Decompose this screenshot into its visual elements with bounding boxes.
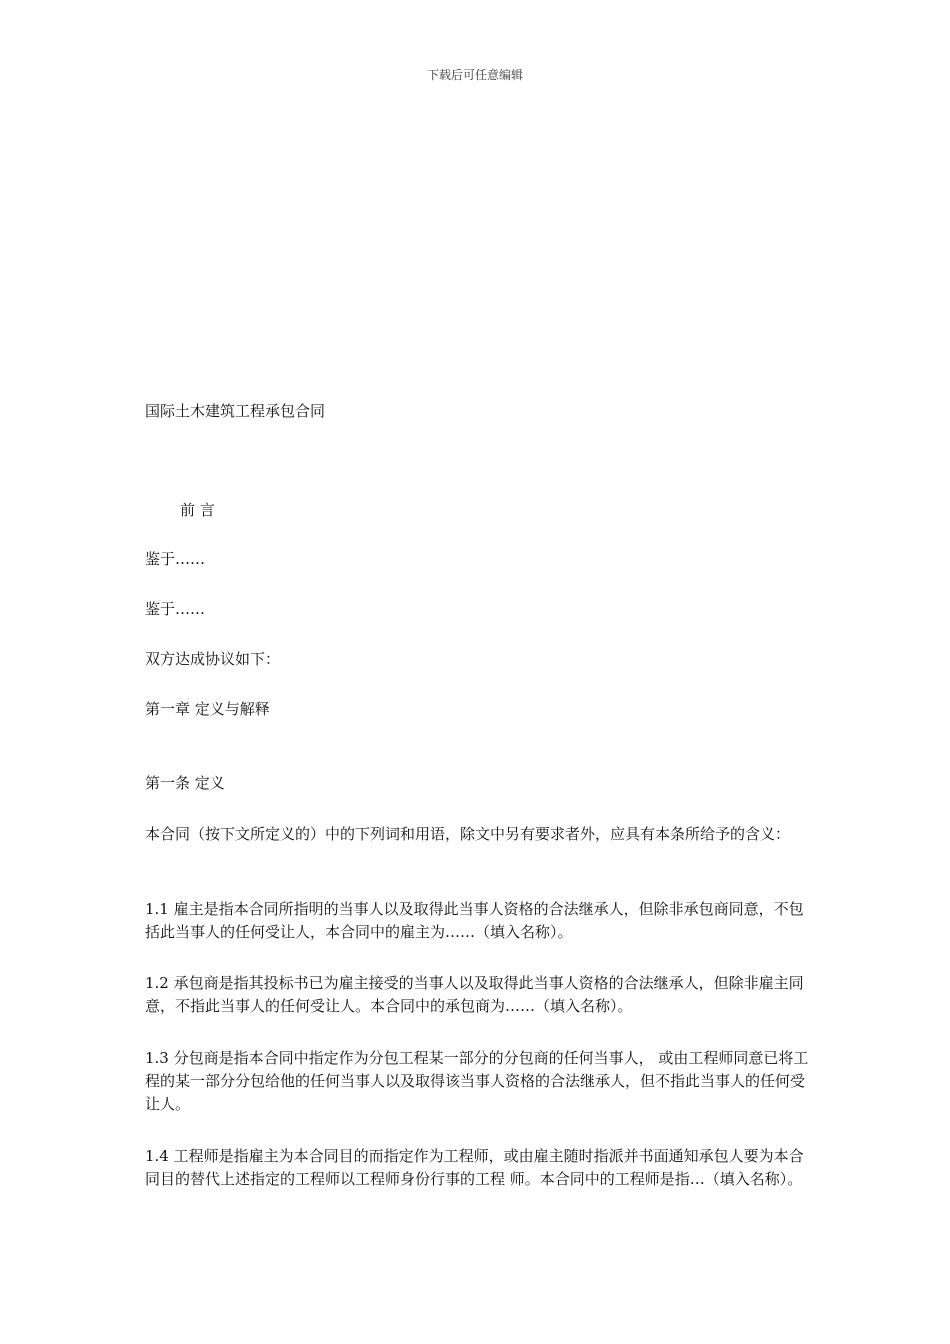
chapter-heading: 第一章 定义与解释 xyxy=(145,700,270,718)
header-note: 下载后可任意编辑 xyxy=(426,68,523,82)
definition-1-3: 1.3 分包商是指本合同中指定作为分包工程某一部分的分包商的任何当事人， 或由工程师同意已将工程的某一部分分包给他的任何当事人以及取得该当事人资格的合法继承人，但不指此当事人的任何受让人。 xyxy=(145,1049,809,1113)
document-title: 国际土木建筑工程承包合同 xyxy=(145,402,326,420)
whereas-clause-1: 鉴于…… xyxy=(145,550,206,568)
whereas-clause-2: 鉴于…… xyxy=(145,600,206,618)
definitions-intro: 本合同（按下文所定义的）中的下列词和用语，除文中另有要求者外，应具有本条所给予的含义： xyxy=(145,825,791,843)
definition-1-1: 1.1 雇主是指本合同所指明的当事人以及取得此当事人资格的合法继承人，但除非承包商同意，不包括此当事人的任何受让人，本合同中的雇主为……（填入名称）。 xyxy=(145,900,804,941)
definition-1-4: 1.4 工程师是指雇主为本合同目的而指定作为工程师，或由雇主随时指派并书面通知承包人要为本合同目的替代上述指定的工程师以工程师身份行事的工程 师。本合同中的工程师是指…（填入名称）。 xyxy=(145,1147,804,1188)
definition-1-2: 1.2 承包商是指其投标书已为雇主接受的当事人以及取得此当事人资格的合法继承人，但除非雇主同意，不指此当事人的任何受让人。本合同中的承包商为……（填入名称）。 xyxy=(145,974,804,1015)
agreement-statement: 双方达成协议如下： xyxy=(145,650,281,668)
preface-heading: 前 言 xyxy=(180,501,215,519)
article-heading: 第一条 定义 xyxy=(145,774,225,792)
